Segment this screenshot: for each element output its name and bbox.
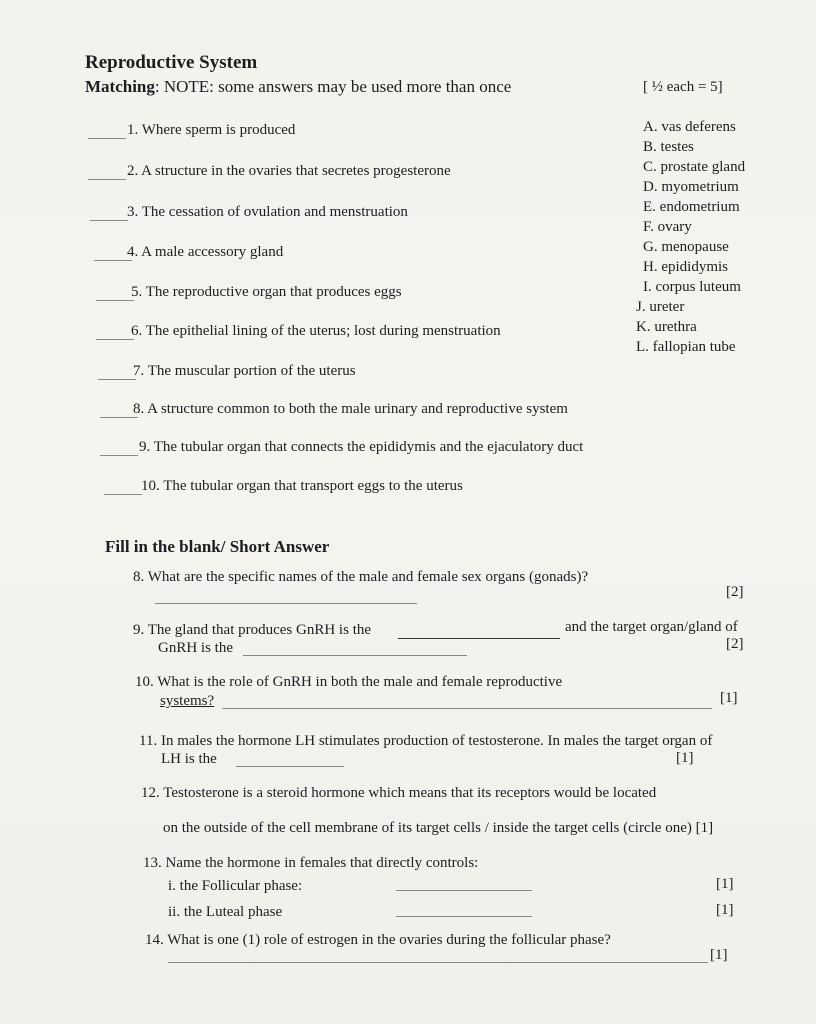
- answer-line-14[interactable]: [168, 962, 708, 963]
- points-8: [2]: [726, 584, 744, 600]
- points-13ii: [1]: [716, 902, 734, 918]
- matching-option-a: A. vas deferens: [643, 119, 736, 135]
- matching-answer-blank-1[interactable]: [88, 138, 126, 139]
- matching-option-l: L. fallopian tube: [636, 339, 736, 355]
- question-10: 10. What is the role of GnRH in both the male and female reproductive: [135, 674, 563, 690]
- matching-question-5: 5. The reproductive organ that produces eggs: [131, 284, 402, 300]
- matching-option-g: G. menopause: [643, 239, 729, 255]
- matching-question-9: 9. The tubular organ that connects the epididymis and the ejaculatory duct: [139, 439, 584, 455]
- matching-heading: [85, 77, 511, 97]
- matching-points: [ ½ each = 5]: [643, 79, 723, 95]
- answer-line-13ii[interactable]: [396, 916, 532, 917]
- matching-answer-blank-2[interactable]: [88, 179, 126, 180]
- points-11: [1]: [676, 750, 694, 766]
- answer-line-13i[interactable]: [396, 890, 532, 891]
- answer-line-9a[interactable]: [398, 638, 560, 639]
- answer-line-8[interactable]: [155, 603, 417, 604]
- matching-option-j: J. ureter: [636, 299, 685, 315]
- answer-line-11[interactable]: [236, 766, 344, 767]
- question-9-part1: 9. The gland that produces GnRH is the: [133, 622, 372, 638]
- matching-question-10: 10. The tubular organ that transport eggs to the uterus: [141, 478, 463, 494]
- question-9-part3: GnRH is the: [158, 640, 233, 656]
- matching-question-2: 2. A structure in the ovaries that secretes progesterone: [127, 163, 451, 179]
- question-9-part2: and the target organ/gland of: [565, 619, 738, 635]
- question-11: 11. In males the hormone LH stimulates production of testosterone. In males the target organ of: [139, 733, 713, 749]
- matching-option-k: K. urethra: [636, 319, 697, 335]
- question-10-cont: systems?: [160, 693, 215, 709]
- matching-option-e: E. endometrium: [643, 199, 740, 215]
- matching-option-i: I. corpus luteum: [643, 279, 741, 295]
- question-13-ii: ii. the Luteal phase: [168, 904, 283, 920]
- matching-label: Matching: [85, 77, 155, 96]
- matching-answer-blank-3[interactable]: [90, 220, 128, 221]
- question-12: 12. Testosterone is a steroid hormone which means that its receptors would be located: [141, 785, 657, 801]
- points-13i: [1]: [716, 876, 734, 892]
- question-8: 8. What are the specific names of the male and female sex organs (gonads)?: [133, 569, 589, 585]
- matching-question-4: 4. A male accessory gland: [127, 244, 284, 260]
- matching-option-h: H. epididymis: [643, 259, 728, 275]
- fill-heading: Fill in the blank/ Short Answer: [105, 537, 330, 556]
- matching-question-8: 8. A structure common to both the male urinary and reproductive system: [133, 401, 568, 417]
- points-14: [1]: [710, 947, 728, 963]
- matching-answer-blank-7[interactable]: [98, 379, 136, 380]
- question-12-cont[interactable]: on the outside of the cell membrane of its target cells / inside the target cells (circle one) [1]: [163, 820, 714, 836]
- matching-option-b: B. testes: [643, 139, 694, 155]
- question-13-i: i. the Follicular phase:: [168, 878, 303, 894]
- matching-option-f: F. ovary: [643, 219, 692, 235]
- matching-question-6: 6. The epithelial lining of the uterus; lost during menstruation: [131, 323, 501, 339]
- matching-note: : NOTE: some answers may be used more than once: [154, 77, 512, 96]
- matching-question-3: 3. The cessation of ovulation and menstruation: [127, 204, 408, 220]
- matching-question-1: 1. Where sperm is produced: [127, 122, 296, 138]
- matching-answer-blank-6[interactable]: [96, 339, 134, 340]
- question-13: 13. Name the hormone in females that directly controls:: [143, 855, 479, 871]
- page-title: Reproductive System: [85, 52, 258, 73]
- matching-answer-blank-9[interactable]: [100, 455, 138, 456]
- points-10: [1]: [720, 690, 738, 706]
- matching-answer-blank-5[interactable]: [96, 300, 134, 301]
- matching-question-7: 7. The muscular portion of the uterus: [133, 363, 356, 379]
- question-11-cont: LH is the: [161, 751, 217, 767]
- matching-answer-blank-10[interactable]: [104, 494, 142, 495]
- answer-line-9b[interactable]: [243, 655, 467, 656]
- matching-option-c: C. prostate gland: [643, 159, 746, 175]
- question-14: 14. What is one (1) role of estrogen in the ovaries during the follicular phase?: [145, 932, 611, 948]
- points-9: [2]: [726, 636, 744, 652]
- answer-line-10[interactable]: [222, 708, 712, 709]
- matching-option-d: D. myometrium: [643, 179, 739, 195]
